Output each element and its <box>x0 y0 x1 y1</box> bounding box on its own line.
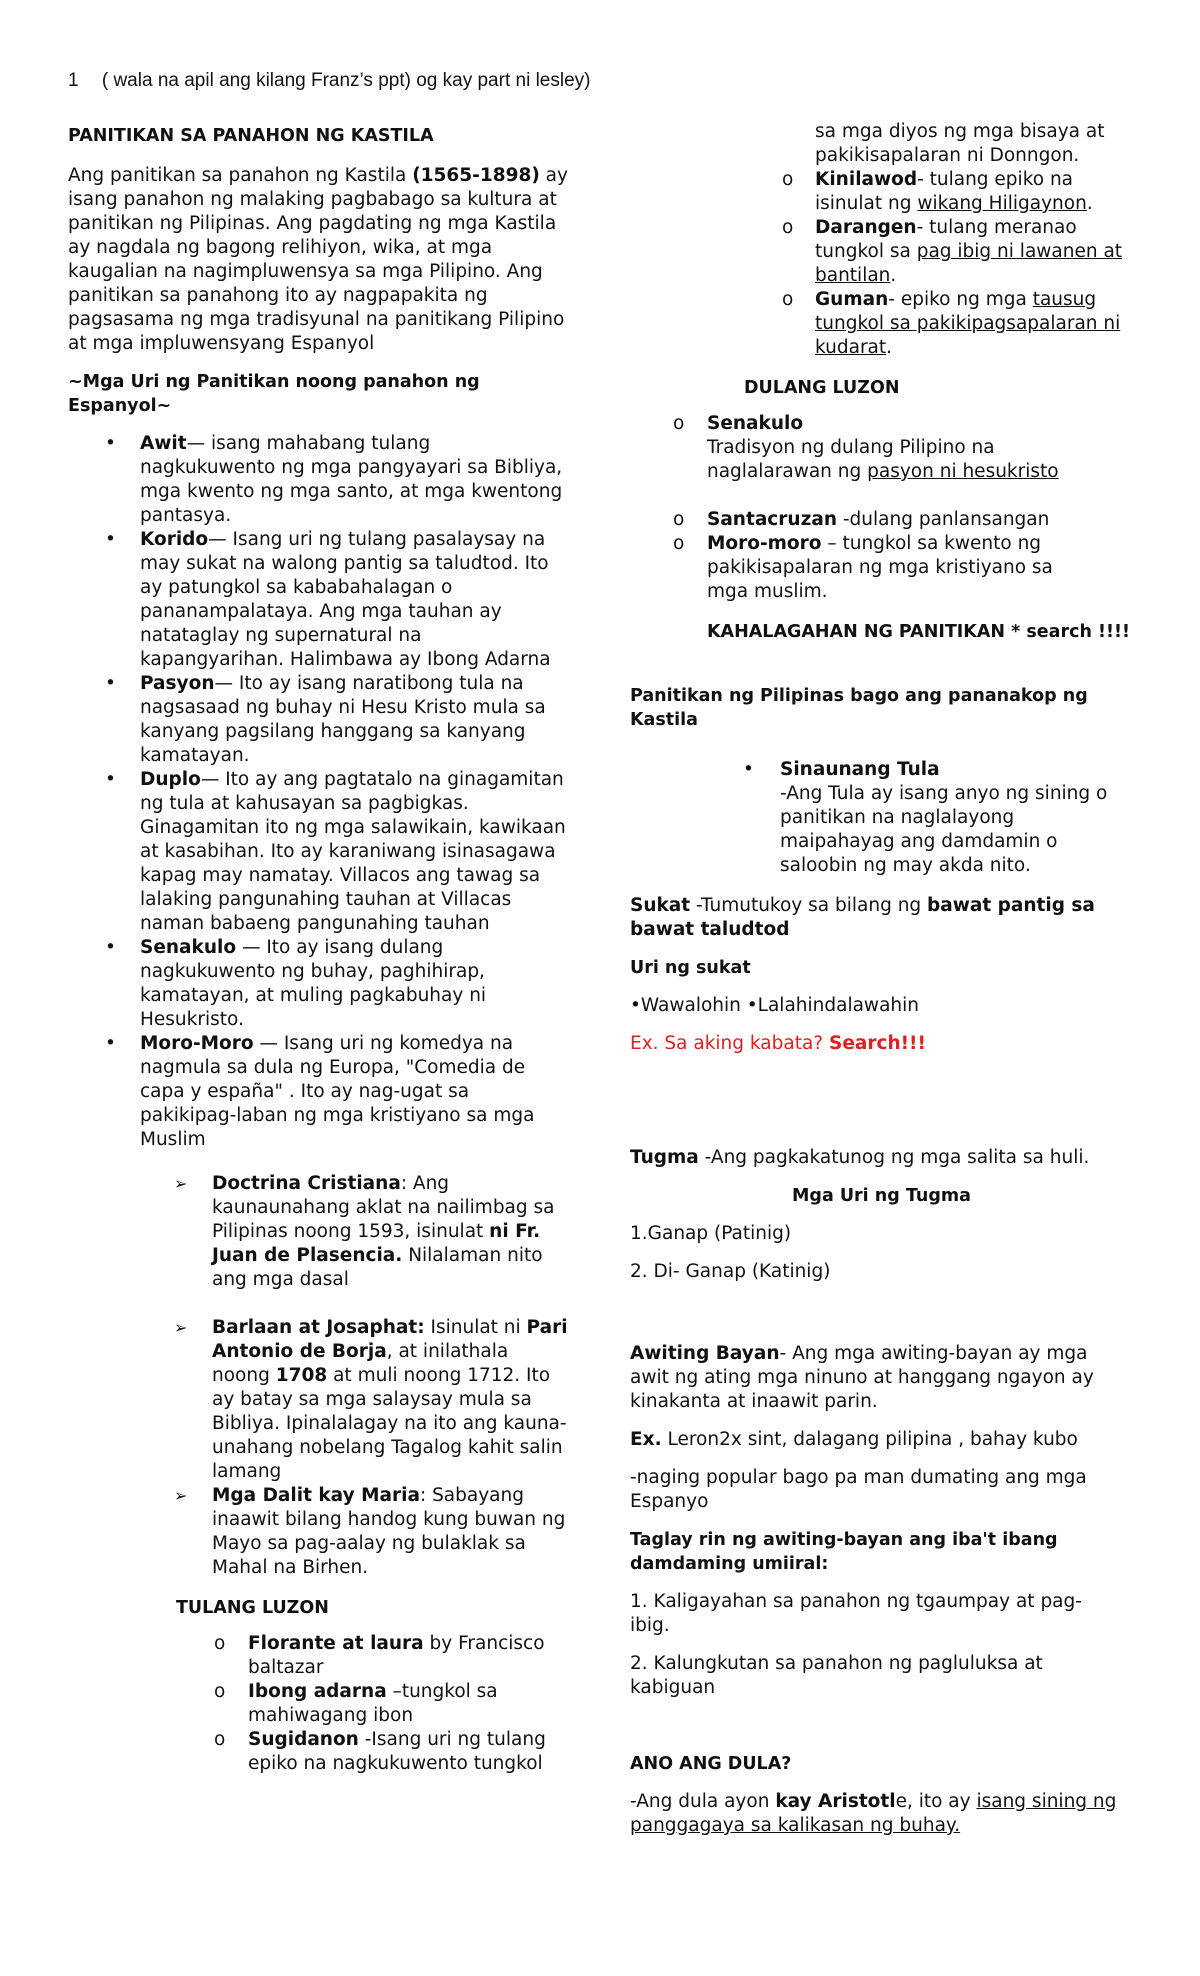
punctuation: . <box>1086 193 1093 214</box>
bullet-icon: • <box>105 529 116 550</box>
sukat-paragraph <box>630 894 1110 942</box>
bullet-icon: • <box>105 937 116 958</box>
page-header <box>68 70 590 92</box>
tugma-ganap: 1.Ganap (Patinig) <box>630 1223 792 1244</box>
list-item <box>68 1632 568 1680</box>
page-number: 1 <box>68 70 79 91</box>
circle-bullet-icon: o <box>214 1633 226 1654</box>
list-item <box>68 432 568 528</box>
works-list <box>68 1172 568 1580</box>
bullet-icon: • <box>105 673 116 694</box>
definition: -Tumutukoy sa bilang ng <box>690 895 928 916</box>
left-column <box>68 120 568 1776</box>
definition: — Ito ay isang dulang nagkukuwento ng buhay, paghihirap, kamatayan, at muling pagkabuhay ni Hesukristo. <box>140 937 487 1030</box>
definition: — isang mahabang tulang nagkukuwento ng mga pangyayari sa Bibliya, mga kwento ng mga santo, at mga kwentong pantasya. <box>140 433 563 526</box>
kahalagahan-heading: KAHALAGAHAN NG PANITIKAN * search !!!! <box>707 622 1130 642</box>
definition: - tulang meranao tungkol sa <box>815 217 1077 262</box>
intro-text: Ang panitikan sa panahon ng Kastila <box>68 165 413 186</box>
popular-note: -naging popular bago pa man dumating ang mga Espanyo <box>630 1467 1087 1512</box>
example-text: Ex. Sa aking kabata? <box>630 1033 829 1054</box>
term: Sinaunang Tula <box>780 759 940 780</box>
definition: — Ito ay ang pagtatalo na ginagamitan ng tula at kahusayan sa pagbigkas. Ginagamitan ito ng mga salawikain, kawikaan at kasabihan. Ito ay karaniwang isinasagawa kapag may namatay. Villacos ang tawag sa lalaking pangunahing tauhan at Villacas naman babaeng pangunahing tauhan <box>140 769 566 934</box>
term: Mga Dalit kay Maria <box>212 1485 420 1506</box>
kalungkutan-item: 2. Kalungkutan sa panahon ng pagluluksa at kabiguan <box>630 1653 1043 1698</box>
uri-tugma-heading: Mga Uri ng Tugma <box>792 1186 971 1206</box>
dulang-luzon-heading: DULANG LUZON <box>744 378 900 398</box>
term: Sukat <box>630 895 691 916</box>
list-item <box>68 672 568 768</box>
circle-bullet-icon: o <box>782 169 794 190</box>
term: Senakulo <box>707 413 804 434</box>
circle-bullet-icon: o <box>673 509 685 530</box>
sukat-types: •Wawalohin •Lalahindalawahin <box>630 995 919 1016</box>
circle-bullet-icon: o <box>782 289 794 310</box>
arrow-bullet-icon: ➢ <box>174 1318 188 1337</box>
term: Guman <box>815 289 889 310</box>
definition: Tradisyon ng dulang Pilipino na naglalarawan ng <box>707 437 995 482</box>
term: Awiting Bayan <box>630 1343 780 1364</box>
bullet-icon: • <box>105 1033 116 1054</box>
list-item <box>68 1728 568 1776</box>
definition: -Ang pagkakatunog ng mga salita sa huli. <box>698 1147 1090 1168</box>
term: Awit <box>140 433 187 454</box>
bullet-icon: • <box>743 759 754 780</box>
term: Doctrina Cristiana <box>212 1173 401 1194</box>
list-item <box>630 412 1090 484</box>
bullet-icon: • <box>105 433 116 454</box>
circle-bullet-icon: o <box>214 1681 226 1702</box>
term: Barlaan at Josaphat: <box>212 1317 425 1338</box>
circle-bullet-icon: o <box>782 217 794 238</box>
circle-bullet-icon: o <box>214 1729 226 1750</box>
bullet-icon: • <box>105 769 116 790</box>
definition: Isinulat ni <box>424 1317 527 1338</box>
arrow-bullet-icon: ➢ <box>174 1486 188 1505</box>
definition: — Ito ay isang naratibong tula na nagsasaad ng buhay ni Hesu Kristo mula sa kanyang pagsilang hanggang sa kanyang kamatayan. <box>140 673 546 766</box>
underlined-text: isang sining ng panggagaya sa kalikasan ng buhay. <box>630 1791 1117 1836</box>
example-label: Ex. <box>630 1429 662 1450</box>
list-item <box>68 1032 568 1152</box>
list-item <box>630 288 1130 360</box>
term: Pasyon <box>140 673 215 694</box>
term: Moro-Moro <box>140 1033 254 1054</box>
header-note: ( wala na apil ang kilang Franz’s ppt) og kay part ni lesley) <box>101 70 591 91</box>
kaligayahan-item: 1. Kaligayahan sa panahon ng tgaumpay at pag-ibig. <box>630 1591 1082 1636</box>
tugma-paragraph <box>630 1146 1130 1170</box>
circle-bullet-icon: o <box>673 533 685 554</box>
term: Duplo <box>140 769 201 790</box>
list-item <box>68 1680 568 1728</box>
intro-years: (1565-1898) <box>412 165 540 186</box>
definition: — Isang uri ng tulang pasalaysay na may sukat na walong pantig sa taludtod. Ito ay patungkol sa kababahalagan o pananampalataya. Ang mga tauhan ay natataglay ng supernatural na kapangyarihan. Halimbawa ay Ibong Adarna <box>140 529 551 670</box>
list-item <box>68 1484 568 1580</box>
definition-cont: , at inilathala noong <box>212 1341 509 1386</box>
author: ni Fr. Juan de Plasencia. <box>212 1221 541 1266</box>
underlined-text: pag ibig ni lawanen at bantilan <box>815 241 1123 286</box>
underlined-text: wikang Hiligaynon <box>917 193 1087 214</box>
list-item <box>68 528 568 672</box>
dula-text: -Ang dula ayon <box>630 1791 776 1812</box>
year: 1708 <box>275 1365 328 1386</box>
term: Senakulo <box>140 937 237 958</box>
example-line <box>630 1032 1130 1056</box>
term: Kinilawod <box>815 169 918 190</box>
definition: -dulang panlansangan <box>837 509 1050 530</box>
bago-heading: Panitikan ng Pilipinas bago ang pananakop ng Kastila <box>630 686 1088 730</box>
term: Darangen <box>815 217 917 238</box>
right-column <box>630 120 1130 1838</box>
intro-paragraph <box>68 164 568 356</box>
dula-text-cont: e, ito ay <box>895 1791 977 1812</box>
list-item <box>68 768 568 936</box>
tulang-luzon-heading: TULANG LUZON <box>176 1598 329 1618</box>
example-text: Leron2x sint, dalagang pilipina , bahay kubo <box>661 1429 1078 1450</box>
search-note: Search!!! <box>829 1033 926 1054</box>
term: Korido <box>140 529 209 550</box>
definition: — Isang uri ng komedya na nagmula sa dula ng Europa, "Comedia de capa y españa" . Ito ay nag-ugat sa pakikipag-laban ng mga kristiyano sa mga Muslim <box>140 1033 535 1150</box>
underlined-text: tausug tungkol sa pakikipagsapalaran ni kudarat <box>815 289 1121 358</box>
term: Sugidanon <box>248 1729 359 1750</box>
tugma-diganap: 2. Di- Ganap (Katinig) <box>630 1261 831 1282</box>
list-item <box>68 1172 568 1292</box>
definition-cont: Nilalaman nito ang mga dasal <box>212 1245 543 1290</box>
definition-end: at muli noong 1712. Ito ay batay sa mga salaysay mula sa Bibliya. Ipinalalagay na ito ang kauna-unahang nobelang Tagalog kahit salin lamang <box>212 1365 567 1482</box>
dula-heading: ANO ANG DULA? <box>630 1754 792 1774</box>
definition: by Francisco baltazar <box>248 1633 545 1678</box>
bold-text: kay Aristotl <box>775 1791 896 1812</box>
bold-text: bawat pantig sa bawat taludtod <box>630 895 1095 940</box>
term: Santacruzan <box>707 509 837 530</box>
example-songs <box>630 1428 1130 1452</box>
arrow-bullet-icon: ➢ <box>174 1174 188 1193</box>
punctuation: . <box>886 337 893 358</box>
definition: - tulang epiko na isinulat ng <box>815 169 1074 214</box>
list-item <box>630 532 1090 604</box>
definition: - epiko ng mga <box>888 289 1033 310</box>
definition: –tungkol sa mahiwagang ibon <box>248 1681 498 1726</box>
tulang-luzon-list <box>68 1632 568 1776</box>
term: Tugma <box>630 1147 699 1168</box>
list-item <box>68 1316 568 1484</box>
punctuation: . <box>890 265 897 286</box>
circle-bullet-icon: o <box>673 413 685 434</box>
awiting-paragraph <box>630 1342 1120 1414</box>
list-item <box>630 120 1130 168</box>
list-item <box>630 168 1130 216</box>
author: Pari Antonio de Borja <box>212 1317 568 1362</box>
definition: – tungkol sa kwento ng pakikisapalaran ng mga kristiyano sa mga muslim. <box>707 533 1053 602</box>
definition: : Ang kaunaunahang aklat na nailimbag sa Pilipinas noong 1593, isinulat <box>212 1173 555 1242</box>
continued-text: sa mga diyos ng mga bisaya at pakikisapalaran ni Donngon. <box>815 121 1105 166</box>
literature-types-list <box>68 432 568 1152</box>
section-title: PANITIKAN SA PANAHON NG KASTILA <box>68 126 434 146</box>
definition: - Ang mga awiting-bayan ay mga awit ng ating mga ninuno at hanggang ngayon ay kinakanta at inaawit parin. <box>630 1343 1094 1412</box>
definition: -Isang uri ng tulang epiko na nagkukuwento tungkol <box>248 1729 546 1774</box>
underlined-text: pasyon ni hesukristo <box>867 461 1059 482</box>
term: Moro-moro <box>707 533 822 554</box>
list-item <box>630 758 1130 878</box>
epic-list <box>630 120 1130 360</box>
taglay-heading: Taglay rin ng awiting-bayan ang iba't ibang damdaming umiiral: <box>630 1530 1058 1574</box>
definition: : Sabayang inaawit bilang handog kung buwan ng Mayo sa pag-aalay ng bulaklak sa Mahal na Birhen. <box>212 1485 566 1578</box>
intro-text-cont: ay isang panahon ng malaking pagbabago sa kultura at panitikan ng Pilipinas. Ang pagdating ng mga Kastila ay nagdala ng bagong relihiyon, wika, at mga kaugalian na nagimpluwensya sa mga Pilipino. Ang panitikan sa panahong ito ay nagpapakita ng pagsasama ng mga tradisyunal na panitikang Pilipino at mga impluwensyang Espanyol <box>68 165 568 354</box>
list-item <box>630 508 1090 532</box>
list-item <box>68 936 568 1032</box>
definition: -Ang Tula ay isang anyo ng sining o panitikan na naglalayong maipahayag ang damdamin o saloobin ng may akda nito. <box>780 783 1108 876</box>
dula-paragraph <box>630 1790 1120 1838</box>
list-item <box>630 216 1130 288</box>
term: Florante at laura <box>248 1633 424 1654</box>
dulang-luzon-list <box>630 412 1090 604</box>
term: Ibong adarna <box>248 1681 387 1702</box>
uri-sukat-heading: Uri ng sukat <box>630 958 751 978</box>
types-heading: ~Mga Uri ng Panitikan noong panahon ng Espanyol~ <box>68 372 480 416</box>
sinaunang-list <box>630 758 1130 878</box>
